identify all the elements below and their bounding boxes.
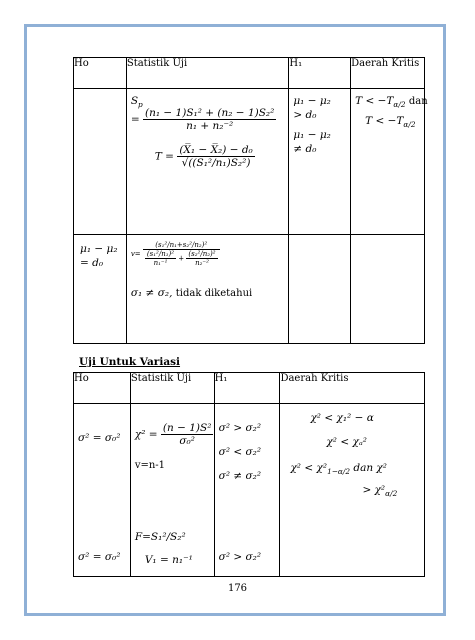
table-row: [74, 235, 425, 344]
sigma-line: σ₁ ≠ σ₂, tidak diketahui: [130, 287, 253, 299]
sp-label: $S_p$: [130, 95, 143, 110]
h1-line: > d₀: [293, 109, 317, 121]
ho-line: σ² = σ₀²: [78, 551, 121, 563]
cell-statistik: [126, 235, 289, 344]
cell-h1: [289, 89, 351, 235]
header-statistik-uji: Statistik Uji: [130, 373, 214, 404]
ho-line: = d₀: [80, 257, 104, 269]
header-daerah-kritis: Daerah Kritis: [351, 58, 425, 89]
table-row: [74, 89, 425, 235]
ho-line: σ² = σ₀²: [78, 432, 121, 444]
section-title: Uji Untuk Variasi: [79, 356, 181, 368]
cell-h1-empty: [289, 235, 351, 344]
critical-line: $T < -T_{\alpha/2}$: [365, 115, 416, 130]
cell-ho: [74, 235, 127, 344]
h1-line: ≠ d₀: [293, 143, 317, 155]
critical-line: χ² < χ₁² − α: [310, 412, 374, 424]
header-h1: H₁: [214, 373, 280, 404]
table-header-row: [74, 373, 425, 404]
cell-ho-empty: [74, 89, 127, 235]
page-number: 176: [227, 583, 248, 594]
h1-line: σ² > σ₂²: [218, 422, 262, 434]
v-formula: v= (s₁²/n₁+s₂²/n₂)² $\frac{\text{(s₁²/n₁)²}}{\text{n₁⁻¹}}$ + $\frac{\text{(s₂²/n₂)²}}{\text{n₂⁻²}}$: [131, 241, 220, 267]
table-hypothesis-variance: [73, 372, 425, 577]
t-formula: T = $\frac{\text{(X̅₁ − X̅₂) − d₀}}{\text{√((S₁²/n₁)S₂²)}}$: [154, 144, 253, 169]
cell-daerah-kritis-empty: [351, 235, 425, 344]
h1-line: σ² ≠ σ₂²: [218, 470, 262, 482]
sp-formula: = $\frac{\text{(n₁ − 1)S₁² + (n₂ − 1)S₂²}}{\text{n₁ + n₂⁻²}}$: [130, 107, 275, 132]
cell-h1: [214, 404, 280, 577]
v-line: v=n-1: [134, 460, 166, 471]
critical-line: χ² < χₐ²: [326, 436, 367, 448]
cell-daerah-kritis: [351, 89, 428, 235]
f-line: F=S₁²/S₂²: [134, 531, 186, 543]
critical-line: $\chi^2 < \chi^2_{1-\alpha/2}$ dan χ²: [290, 462, 387, 477]
table-hypothesis-mean: [73, 57, 428, 344]
critical-line: $T < -T_{\alpha/2}$ dan: [355, 95, 428, 110]
cell-statistik: [126, 89, 289, 235]
cell-daerah-kritis: [280, 404, 425, 577]
cell-ho: [74, 404, 131, 577]
h1-line: μ₁ − μ₂: [293, 95, 331, 107]
table-header-row: [74, 58, 425, 89]
h1-line: σ² > σ₂²: [218, 551, 262, 563]
cell-statistik: [130, 404, 214, 577]
h1-line: μ₁ − μ₂: [293, 129, 331, 141]
header-h1: H₁: [289, 58, 351, 89]
header-ho: Ho: [74, 58, 127, 89]
table-row: [74, 404, 425, 577]
chi-formula: χ² = $\frac{\text{(n − 1)S²}}{\text{σ₀²}}$: [134, 422, 212, 447]
header-daerah-kritis: Daerah Kritis: [280, 373, 425, 404]
ho-line: μ₁ − μ₂: [80, 243, 118, 255]
header-ho: Ho: [74, 373, 131, 404]
v1-line: V₁ = n₁⁻¹: [144, 554, 193, 566]
header-statistik-uji: Statistik Uji: [126, 58, 289, 89]
critical-line: > $\chi^2_{\alpha/2}$: [362, 484, 398, 499]
h1-line: σ² < σ₂²: [218, 446, 262, 458]
